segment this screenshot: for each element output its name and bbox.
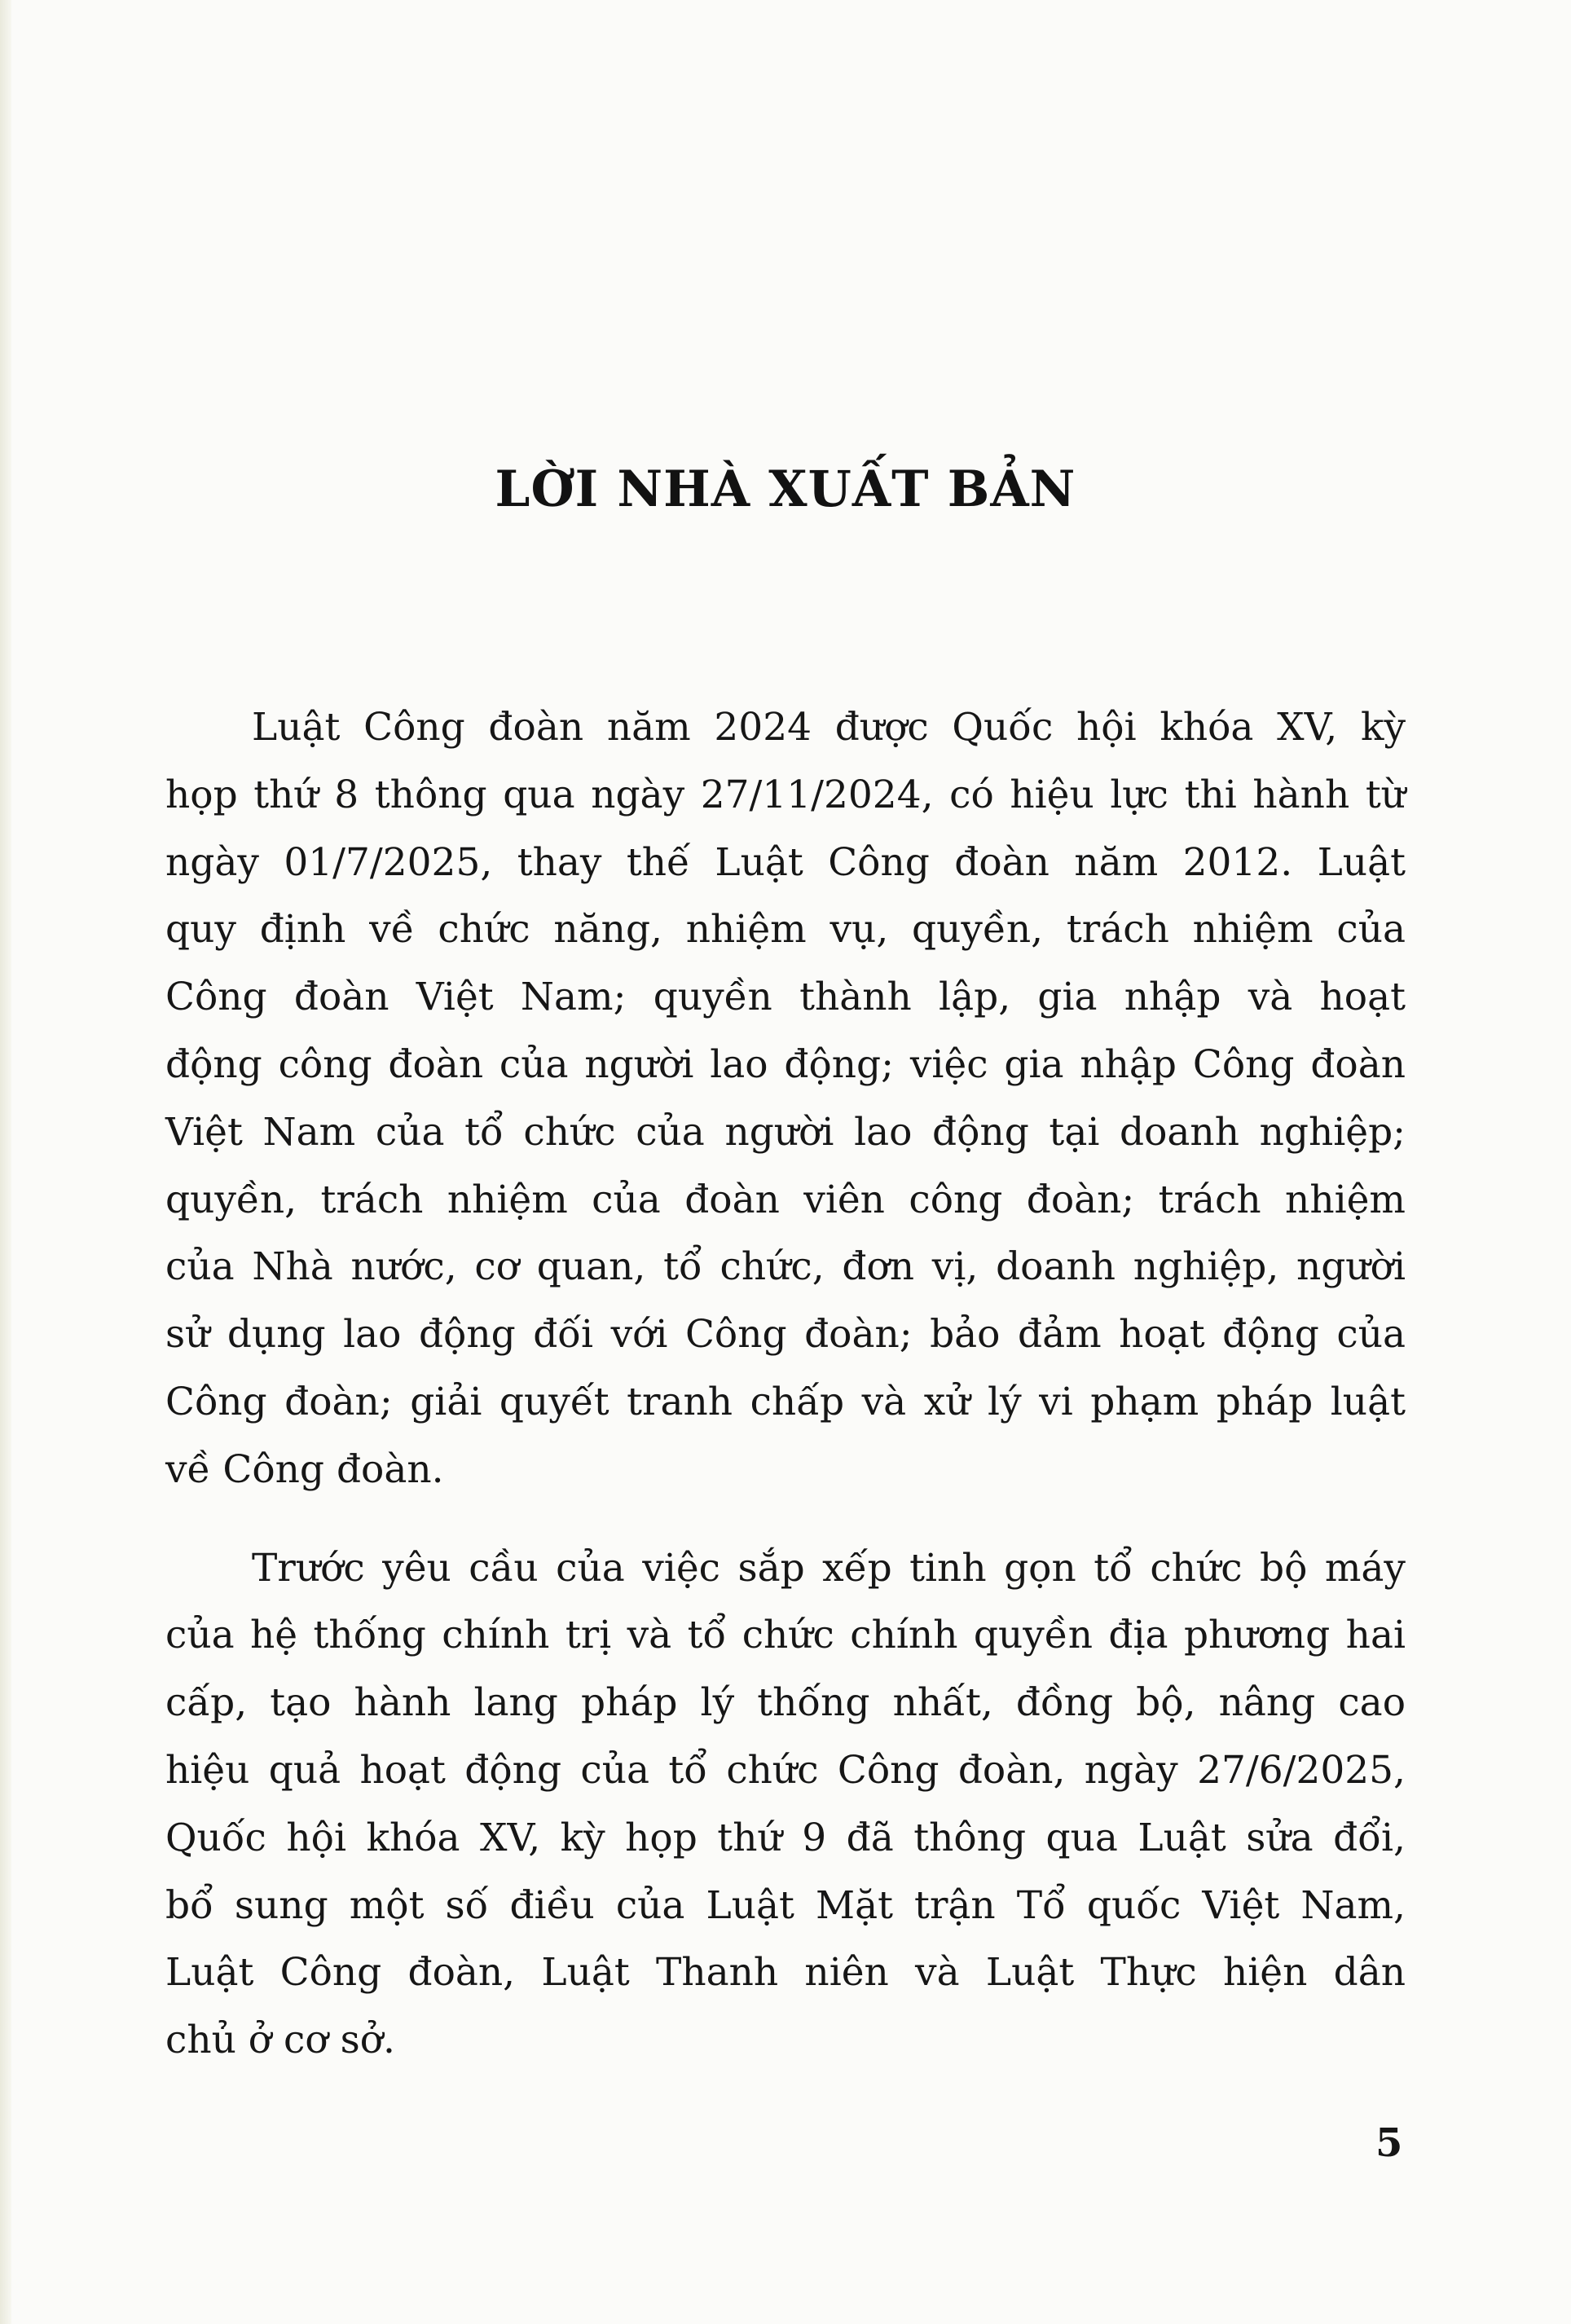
- page-title: LỜI NHÀ XUẤT BẢN: [495, 460, 1076, 518]
- paragraph-line: Luật Công đoàn, Luật Thanh niên và Luật Thực hiện dân: [165, 1950, 1406, 1996]
- paragraph-line: quyền, trách nhiệm của đoàn viên công đoàn; trách nhiệm: [165, 1177, 1406, 1222]
- paragraph-line: của Nhà nước, cơ quan, tổ chức, đơn vị, doanh nghiệp, người: [165, 1244, 1406, 1290]
- paragraph-line: Trước yêu cầu của việc sắp xếp tinh gọn tổ chức bộ máy: [252, 1545, 1406, 1591]
- page-number: 5: [1375, 2120, 1403, 2166]
- paragraph-line: ngày 01/7/2025, thay thế Luật Công đoàn năm 2012. Luật: [165, 839, 1406, 885]
- paragraph-line: động công đoàn của người lao động; việc gia nhập Công đoàn: [165, 1041, 1406, 1087]
- paragraph-line: Quốc hội khóa XV, kỳ họp thứ 9 đã thông qua Luật sửa đổi,: [165, 1815, 1406, 1860]
- paragraph-line: bổ sung một số điều của Luật Mặt trận Tổ quốc Việt Nam,: [165, 1882, 1406, 1928]
- paragraph-line: Luật Công đoàn năm 2024 được Quốc hội khóa XV, kỳ: [252, 705, 1406, 750]
- paragraph-line: chủ ở cơ sở.: [165, 2018, 395, 2063]
- paragraph-line: Công đoàn Việt Nam; quyền thành lập, gia nhập và hoạt: [165, 975, 1406, 1020]
- paragraph-line: về Công đoàn.: [165, 1446, 444, 1492]
- paragraph-line: hiệu quả hoạt động của tổ chức Công đoàn, ngày 27/6/2025,: [165, 1747, 1406, 1793]
- paragraph-line: họp thứ 8 thông qua ngày 27/11/2024, có hiệu lực thi hành từ: [165, 772, 1406, 817]
- paragraph-line: sử dụng lao động đối với Công đoàn; bảo đảm hoạt động của: [165, 1312, 1406, 1358]
- body-text: [165, 694, 1406, 2075]
- paragraph-line: quy định về chức năng, nhiệm vụ, quyền, trách nhiệm của: [165, 907, 1406, 953]
- paragraph-line: Việt Nam của tổ chức của người lao động tại doanh nghiệp;: [165, 1109, 1406, 1155]
- paragraph-line: của hệ thống chính trị và tổ chức chính quyền địa phương hai: [165, 1613, 1406, 1658]
- paragraph-line: cấp, tạo hành lang pháp lý thống nhất, đồng bộ, nâng cao: [165, 1680, 1406, 1726]
- paragraph-line: Công đoàn; giải quyết tranh chấp và xử lý vi phạm pháp luật: [165, 1379, 1406, 1424]
- paragraph-2: [165, 1535, 1406, 2075]
- paragraph-1: [165, 694, 1406, 1504]
